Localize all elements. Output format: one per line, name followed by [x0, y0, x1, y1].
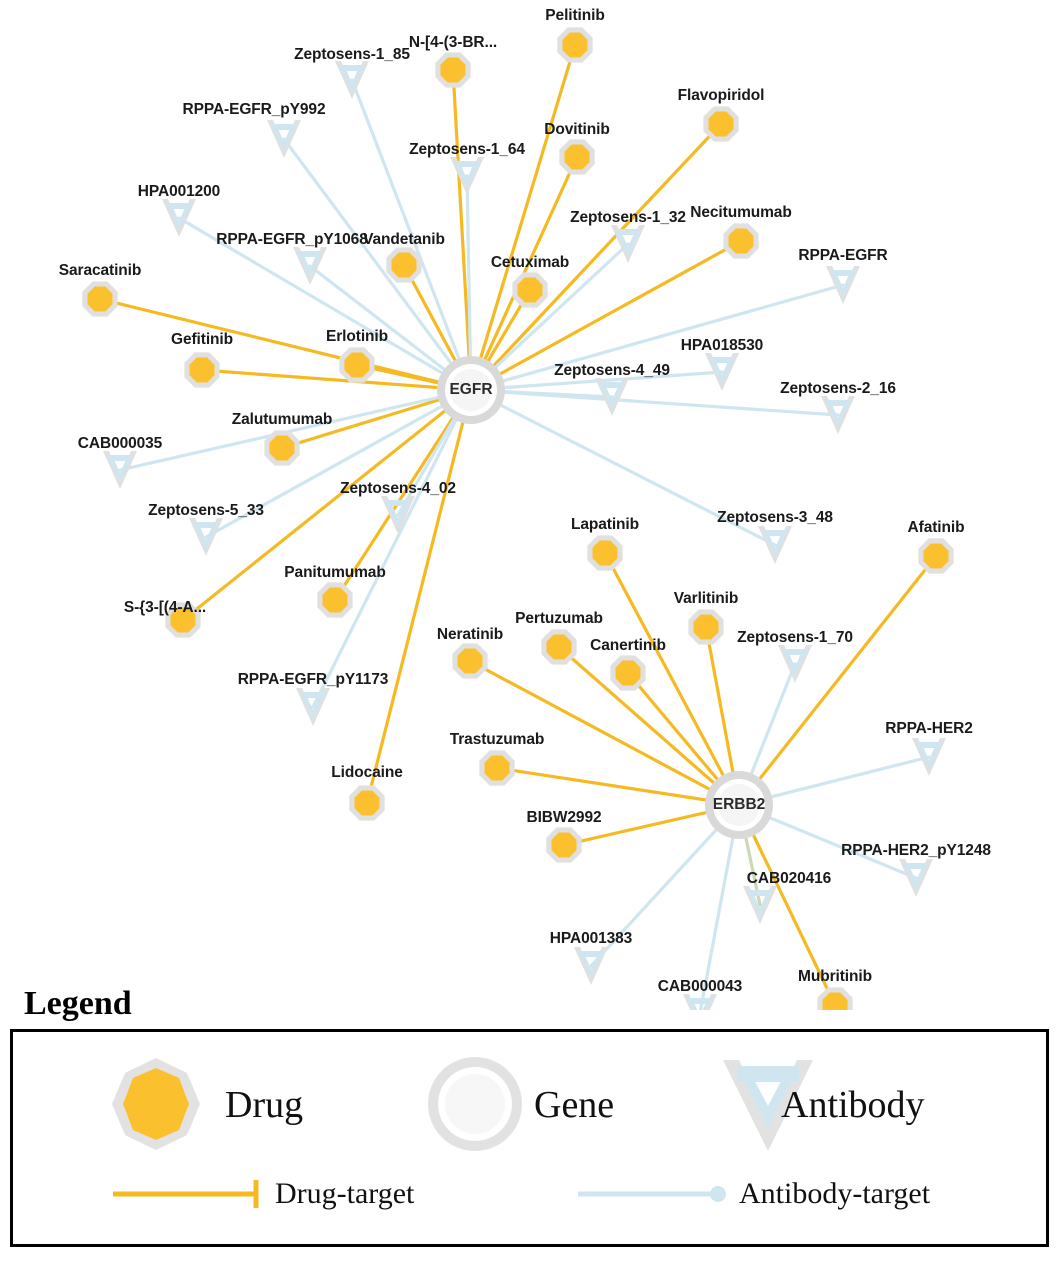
drug-node-label: Gefitinib [171, 331, 233, 348]
antibody-node-label: RPPA-EGFR [798, 247, 888, 264]
drug-node-label: Vandetanib [363, 231, 445, 248]
drug-node[interactable] [547, 635, 572, 660]
drug-node[interactable] [729, 229, 754, 254]
legend-drug-label: Drug [225, 1084, 304, 1126]
antibody-node-label: Zeptosens-1_32 [570, 209, 686, 226]
antibody-node-bar [904, 863, 928, 869]
antibody-node-label: Zeptosens-1_85 [294, 46, 410, 63]
gene-node-label: ERBB2 [712, 796, 766, 813]
drug-node-label: Dovitinib [544, 121, 610, 138]
drug-node-label: N-[4-(3-BR... [408, 34, 498, 51]
drug-node[interactable] [694, 615, 719, 640]
drug-node[interactable] [552, 833, 577, 858]
antibody-node-bar [783, 649, 807, 655]
drug-node[interactable] [924, 544, 949, 569]
drug-node-label: Canertinib [590, 637, 666, 654]
drug-node[interactable] [485, 756, 510, 781]
legend-title: Legend [24, 985, 132, 1022]
antibody-node-label: CAB000043 [657, 978, 743, 995]
drug-node-label: Pelitinib [545, 7, 605, 24]
gene-node-label: EGFR [449, 381, 493, 398]
gene-icon [420, 1052, 530, 1157]
antibody-node-label: RPPA-EGFR_pY1173 [237, 671, 389, 688]
drug-node[interactable] [616, 661, 641, 686]
antibody-node-bar [194, 522, 218, 528]
drug-node-label: Neratinib [436, 626, 504, 643]
antibody-node-bar [167, 203, 191, 209]
antibody-node-bar [298, 251, 322, 257]
antibody-node-label: HPA001200 [137, 183, 221, 200]
antibody-node-label: Zeptosens-2_16 [780, 380, 896, 397]
drug-node-label: Erlotinib [326, 328, 388, 345]
antibody-node-bar [455, 161, 479, 167]
drug-node-label: Zalutumumab [231, 411, 333, 428]
drug-node-label: S-{3-[(4-A... [123, 599, 207, 616]
drug-target-edge-icon [108, 1174, 268, 1214]
antibody-node-bar [386, 500, 410, 506]
antibody-node-bar [748, 890, 772, 896]
drug-node-label: Lidocaine [331, 764, 403, 781]
antibody-node-bar [616, 229, 640, 235]
drug-node-label: Afatinib [907, 519, 965, 536]
drug-node[interactable] [323, 588, 348, 613]
drug-node-label: Necitumumab [690, 204, 792, 221]
antibody-node-bar [600, 382, 624, 388]
antibody-node-bar [917, 742, 941, 748]
drug-node[interactable] [392, 253, 417, 278]
drug-node[interactable] [345, 353, 370, 378]
antibody-node-label: RPPA-EGFR_pY992 [182, 101, 326, 118]
antibody-node-bar [340, 65, 364, 71]
antibody-node-bar [108, 455, 132, 461]
antibody-node-label: Zeptosens-4_49 [554, 362, 670, 379]
drug-node[interactable] [565, 145, 590, 170]
antibody-node-bar [710, 357, 734, 363]
drug-node[interactable] [190, 358, 215, 383]
edge-antibody-target [313, 390, 471, 707]
antibody-node-label: Zeptosens-4_02 [340, 480, 456, 497]
antibody-node-label: RPPA-HER2 [885, 720, 973, 737]
drug-icon [101, 1052, 211, 1157]
antibody-node-label: Zeptosens-5_33 [148, 502, 264, 519]
drug-node[interactable] [709, 112, 734, 137]
antibody-target-edge-icon [573, 1174, 733, 1214]
drug-node-label: Flavopiridol [677, 87, 765, 104]
antibody-node-bar [579, 951, 603, 957]
antibody-node-label: HPA001383 [549, 930, 633, 947]
drug-node-label: BIBW2992 [526, 809, 602, 826]
antibody-node-label: RPPA-EGFR_pY1068 [216, 231, 368, 248]
legend-drug-target-label: Drug-target [275, 1177, 415, 1210]
antibody-node-label: Zeptosens-1_70 [737, 629, 853, 646]
drug-node[interactable] [355, 791, 380, 816]
drug-node-label: Panitumumab [284, 564, 386, 581]
drug-node[interactable] [593, 541, 618, 566]
drug-node-label: Lapatinib [571, 516, 639, 533]
legend-box [10, 1029, 1049, 1247]
antibody-node-label: CAB000035 [77, 435, 163, 452]
antibody-node-bar [763, 530, 787, 536]
edge-drug-target [471, 45, 575, 390]
antibody-node-bar [826, 400, 850, 406]
drug-node-label: Trastuzumab [449, 731, 545, 748]
legend [0, 985, 1059, 1247]
drug-node[interactable] [518, 278, 543, 303]
antibody-node-bar [301, 692, 325, 698]
antibody-node-label: RPPA-HER2_pY1248 [841, 842, 991, 859]
drug-node-label: Varlitinib [673, 590, 739, 607]
edge-drug-target [739, 556, 936, 805]
antibody-node-label: CAB020416 [746, 870, 832, 887]
edges [100, 45, 936, 1010]
antibody-node-label: Zeptosens-3_48 [717, 509, 833, 526]
drug-node[interactable] [270, 436, 295, 461]
drug-node-label: Saracatinib [58, 262, 142, 279]
drug-node[interactable] [458, 649, 483, 674]
drug-node-label: Pertuzumab [515, 610, 603, 627]
antibody-node-label: Zeptosens-1_64 [409, 141, 525, 158]
legend-antibody-label: Antibody [781, 1084, 925, 1126]
drug-node[interactable] [563, 33, 588, 58]
antibody-node-bar [272, 124, 296, 130]
legend-antibody-target-label: Antibody-target [739, 1177, 931, 1210]
antibody-node-bar [831, 270, 855, 276]
legend-gene-label: Gene [534, 1084, 615, 1126]
drug-node[interactable] [88, 287, 113, 312]
drug-node-label: Cetuximab [490, 254, 570, 271]
antibody-node-label: HPA018530 [680, 337, 764, 354]
drug-node[interactable] [441, 58, 466, 83]
drug-node-label: Mubritinib [798, 968, 872, 985]
